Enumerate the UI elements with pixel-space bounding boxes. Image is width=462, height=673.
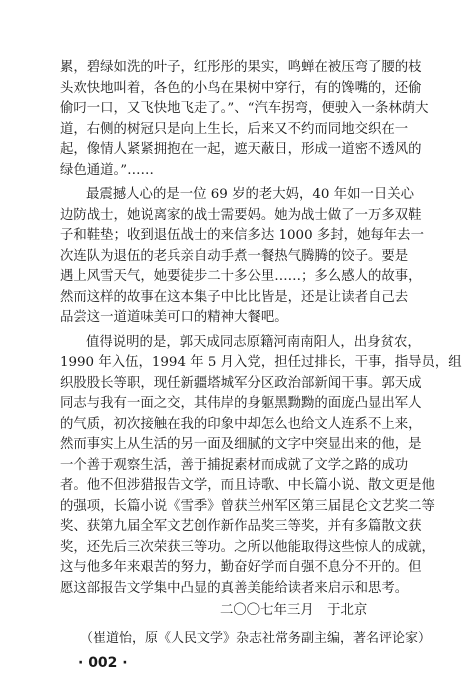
text-line: 次连队为退伍的老兵亲自动手煮一餐热气腾腾的饺子。要是 bbox=[60, 248, 409, 264]
text-line: 1990 年入伍，1994 年 5 月入党，担任过排长，干事，指导员，组 bbox=[60, 355, 462, 370]
text-line: 起，像情人紧紧拥抱在一起，遮天蔽日，形成一道密不透风的 bbox=[60, 142, 422, 157]
page-number: · 002 · bbox=[78, 655, 128, 671]
text-line: 同志与我有一面之交，其伟岸的身躯黑黝黝的面庞凸显出军人 bbox=[60, 396, 422, 411]
text-line: 然而事实上从生活的另一面及细腻的文字中突显出来的他，是 bbox=[60, 437, 422, 452]
text-line: 累，碧绿如洗的叶子，红彤彤的果实，鸣蝉在被压弯了腰的枝 bbox=[60, 60, 422, 75]
text-line: 边防战士，她说离家的战士需要妈。她为战士做了一万多双鞋 bbox=[60, 207, 422, 223]
text-line: 奖、获第九届全军文艺创作新作品奖三等奖，并有多篇散文获 bbox=[60, 519, 422, 534]
text-line: 一个善于观察生活，善于捕捉素材而成就了文学之路的成功 bbox=[60, 457, 409, 473]
text-line: 然而这样的故事在这本集子中比比皆是，还是让读者自己去 bbox=[60, 289, 409, 305]
text-line: 偷叼一口，又飞快地飞走了。”、“汽车拐弯，便驶入一条林荫大 bbox=[60, 101, 429, 116]
text-line: 值得说明的是，郭天成同志原籍河南南阳人，出身贫农， bbox=[86, 334, 421, 350]
text-line: 织股股长等职，现任新疆塔城军分区政治部新闻干事。郭天成 bbox=[60, 375, 422, 391]
text-line: 者。他不但涉猎报告文学，而且诗歌、中长篇小说、散文更是他 bbox=[60, 478, 435, 493]
text-line: 头欢快地叫着，各色的小鸟在果树中穿行，有的馋嘴的，还偷 bbox=[60, 80, 422, 96]
text-line: 的气质，初次接触在我的印象中却怎么也给文人连系不上来， bbox=[60, 416, 422, 432]
text-line: 遇上风雪天气，她要徒步二十多公里……；多么感人的故事， bbox=[60, 269, 422, 284]
text-line: 品尝这一道道味美可口的精神大餐吧。 bbox=[60, 310, 288, 325]
text-line: 绿色通道。”…… bbox=[60, 162, 154, 178]
text-line: 奖，还先后三次荣获三等功。之所以他能取得这些惊人的成就， bbox=[60, 539, 435, 555]
text-line: 愿这部报告文学集中凸显的真善美能给读者来启示和思考。 bbox=[60, 580, 409, 596]
date-line: 二〇〇七年三月 于北京 bbox=[220, 603, 368, 618]
text-line: 的强项，长篇小说《雪季》曾获兰州军区第三届昆仑文艺奖二等 bbox=[60, 498, 435, 514]
text-line: 最震撼人心的是一位 69 岁的老大妈，40 年如一日关心 bbox=[86, 187, 415, 202]
text-line: 道，右侧的树冠只是向上生长，后来又不约而同地交织在一 bbox=[60, 121, 409, 137]
author-signature: （崔道怡，原《人民文学》杂志社常务副主编，著名评论家） bbox=[80, 631, 432, 646]
text-line: 子和鞋垫；收到退伍战士的来信多达 1000 多封，她每年去一 bbox=[60, 228, 424, 243]
text-line: 这与他多年来艰苦的努力，勤奋好学而自强不息分不开的。但 bbox=[60, 560, 422, 575]
